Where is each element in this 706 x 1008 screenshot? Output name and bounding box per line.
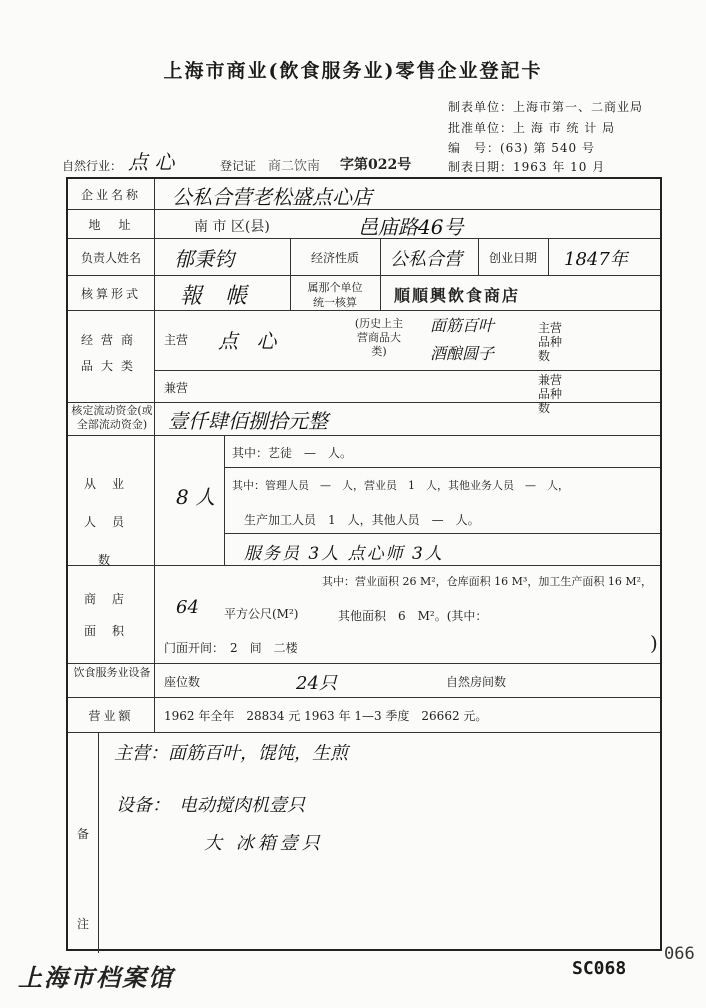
name-label: 企业名称 [80,188,141,202]
unit-label-2: 统一核算 [313,296,357,309]
divider [68,697,660,698]
seats-value: 24只 [296,673,337,694]
district-value: 南 市 区(县) [194,219,270,235]
economic-nature-label: 经济性质 [310,251,359,265]
staff-label: 从业人员数 [83,477,140,567]
industry-value: 点 心 [128,150,175,174]
approver-line: 批准单位：上 海 市 统 计 局 [448,121,616,135]
manager-value: 郁秉钧 [174,247,234,271]
accounting-label: 核算形式 [80,287,141,301]
divider [68,663,660,664]
divider [224,467,660,468]
notes-line-3: 大 冰箱壹只 [204,833,324,854]
accounting-value: 報 帳 [180,284,255,309]
capital-label: 核定流动资金(或全部流动资金) [71,404,153,431]
registration-form [66,177,662,951]
staff-breakdown-2: 生产加工人员 1 人，其他人员 — 人。 [244,513,480,527]
divider [68,732,660,733]
archive-code: SC068 [572,958,627,979]
frontage-line: 门面开间： 2 间 二楼 [164,641,298,655]
side-count-label: 兼营品种数 [538,373,563,415]
area-paren-close: ) [650,631,658,655]
revenue-label: 营业额 [88,709,134,723]
column-divider [98,732,99,953]
street-value: 邑庙路46号 [358,215,464,239]
apprentice-line: 其中：艺徒 — 人。 [232,446,353,460]
natural-rooms-label: 自然房间数 [446,675,507,689]
column-divider [548,238,549,275]
capital-value: 壹仟肆佰捌拾元整 [168,409,328,433]
founded-label: 创业日期 [488,251,537,265]
historical-goods-1: 面筋百叶 [430,316,495,335]
issuer-line: 制表单位：上海市第一、二商业局 [448,100,644,114]
side-business-label: 兼营 [164,381,189,395]
equipment-label: 饮食服务业设备 [73,666,151,679]
area-other: 其他面积 6 M²。(其中： [338,609,488,623]
page-number: 066 [664,944,695,964]
industry-label: 自然行业： [62,159,123,173]
registration-number: 字第022号 [340,157,412,173]
divider [154,370,660,371]
divider [68,310,660,311]
registration-stamp: 商二饮南 [268,159,321,174]
divider [68,565,660,566]
notes-line-1: 主营：面筋百叶，馄饨，生煎 [114,743,348,764]
main-business-value: 点 心 [218,329,283,353]
main-count-label: 主营品种数 [538,321,563,363]
staff-note: 服务员 3人 点心师 3人 [244,544,444,564]
historical-goods-label: (历史上主营商品大类) [354,317,404,358]
notes-label: 备 注 [76,827,102,931]
column-divider [154,179,155,732]
founded-value: 1847年 [564,249,628,270]
unit-value: 順順興飲食商店 [394,286,521,305]
name-value: 公私合营老松盛点心店 [172,185,372,209]
notes-line-2: 设备： 电动搅肉机壹只 [116,795,305,816]
area-breakdown: 其中：营业面积 26 M²，仓库面积 16 M³，加工生产面积 16 M²， [322,575,652,588]
form-title: 上海市商业(飲食服务业)零售企业登記卡 [163,60,543,82]
divider [224,533,660,534]
address-label: 地 址 [88,218,134,232]
area-unit: 平方公尺(M²) [224,607,299,621]
column-divider [380,238,381,275]
seats-label: 座位数 [164,675,201,689]
number-line: 编 号：(63) 第 540 号 [448,141,595,155]
column-divider [224,435,225,565]
date-line: 制表日期：1963 年 10 月 [448,160,606,174]
area-total: 64 [176,597,199,618]
archive-watermark: 上海市档案馆 [18,963,174,992]
registration-label: 登记证 [220,159,257,173]
economic-nature-value: 公私合营 [390,249,462,270]
historical-goods-2: 酒酿圆子 [430,344,495,363]
divider [68,435,660,436]
divider [68,275,660,276]
unit-label-1: 属那个单位 [307,281,363,294]
revenue-text: 1962 年全年 28834 元 1963 年 1—3 季度 26662 元。 [164,709,488,723]
divider [68,402,660,403]
staff-total: 8 人 [176,485,216,509]
main-business-label: 主营 [164,333,189,347]
goods-category-label: 经营商品大类 [80,333,141,373]
staff-breakdown-1: 其中：管理人员 — 人，营业员 1 人，其他业务人员 — 人， [232,479,569,492]
manager-label: 负责人姓名 [80,251,141,265]
column-divider [380,275,381,310]
area-label: 商店面积 [83,592,140,638]
